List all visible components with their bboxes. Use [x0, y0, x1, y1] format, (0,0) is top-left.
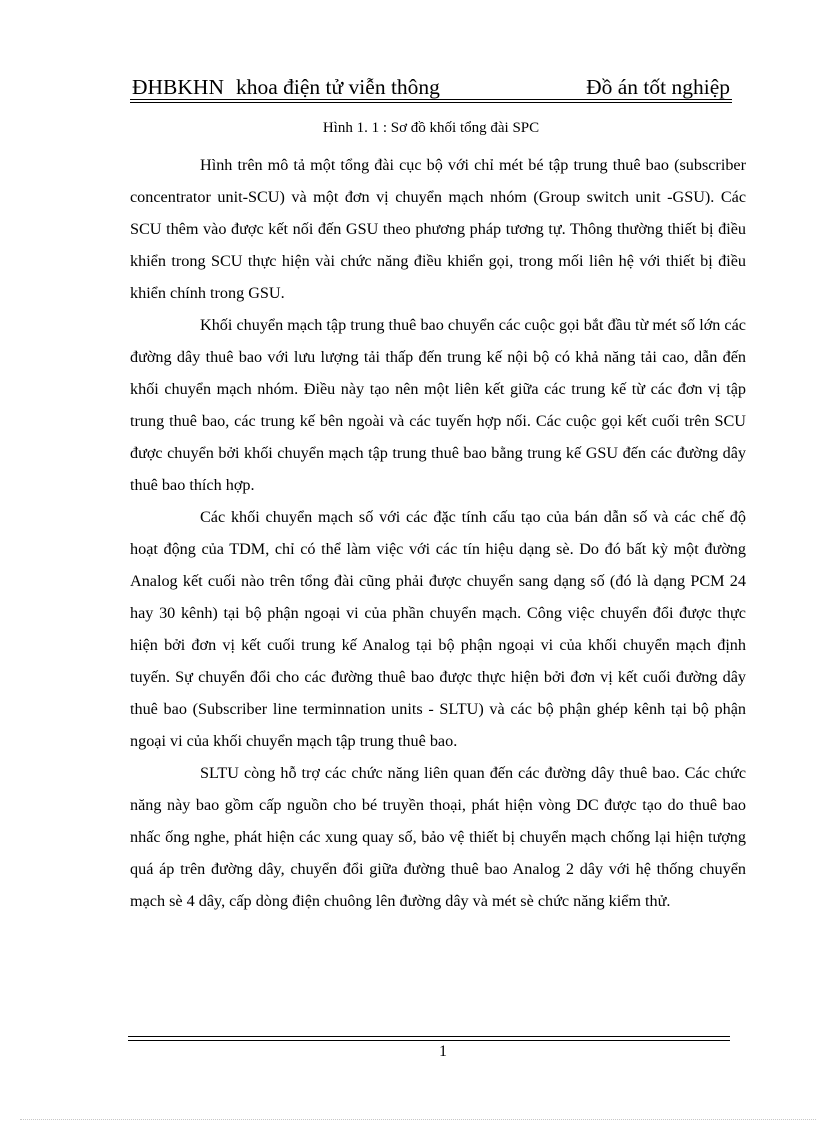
paragraph-4: SLTU còng hỗ trợ các chức năng liên quan đến các đường dây thuê bao. Các chức năng này bao gồm cấp nguồn cho bé truyền thoại, phát hiện vòng DC được tạo do thuê bao nhấc ống nghe, phát hiện các xung quay số, bảo vệ thiết bị chuyển mạch chống lại hiện tượng quá áp trên đường dây, chuyển đổi giữa đường thuê bao Analog 2 dây với hệ thống chuyển mạch sè 4 dây, cấp dòng điện chuông lên đường dây và mét sè chức năng kiểm thử. [130, 764, 746, 910]
header-document-type: Đồ án tốt nghiệp [586, 75, 730, 99]
paragraph-1: Hình trên mô tả một tổng đài cục bộ với chỉ mét bé tập trung thuê bao (subscriber concentrator unit-SCU) và một đơn vị chuyển mạch nhóm (Group switch unit -GSU). Các SCU thêm vào được kết nối đến GSU theo phương pháp tương tự. Thông thường thiết bị điều khiển trong SCU thực hiện vài chức năng điều khiển gọi, trong mối liên hệ với thiết bị điều khiển chính trong GSU. [130, 156, 746, 302]
header-rule-bottom [130, 102, 732, 103]
figure-caption: Hình 1. 1 : Sơ đồ khối tổng đài SPC [322, 120, 540, 136]
paragraph-3: Các khối chuyển mạch số với các đặc tính cấu tạo của bán dẫn số và các chế độ hoạt động của TDM, chỉ có thể làm việc với các tín hiệu dạng sè. Do đó bất kỳ một đường Analog kết cuối nào trên tổng đài cũng phải được chuyển sang dạng số (đó là dạng PCM 24 hay 30 kênh) tại bộ phận ngoại vi của phần chuyển mạch. Công việc chuyển đổi được thực hiện bởi đơn vị kết cuối trung kế Analog tại bộ phận ngoại vi của khối chuyển mạch định tuyến. Sự chuyển đổi cho các đường thuê bao được thực hiện bởi đơn vị kết cuối đường dây thuê bao (Subscriber line terminnation units - SLTU) và các bộ phận ghép kênh tại bộ phận ngoại vi của khối chuyển mạch tập trung thuê bao. [130, 508, 746, 750]
page-header [130, 72, 732, 106]
header-university: ĐHBKHN [132, 75, 224, 99]
paragraph-2: Khối chuyển mạch tập trung thuê bao chuyển các cuộc gọi bắt đầu từ mét số lớn các đường dây thuê bao với lưu lượng tải thấp đến trung kế nội bộ có khả năng tải cao, dẫn đến khối chuyển mạch nhóm. Điều này tạo nên một liên kết giữa các trung kế từ các đơn vị tập trung thuê bao, các trung kế bên ngoài và các tuyến hợp nối. Các cuộc gọi kết cuối trên SCU được chuyển bởi khối chuyển mạch tập trung thuê bao bằng trung kế GSU đến các đường dây thuê bao thích hợp. [130, 316, 746, 494]
page-bottom-border [20, 1119, 816, 1120]
page-number: 1 [439, 1043, 447, 1060]
footer-rule-top [128, 1036, 730, 1037]
header-faculty: khoa điện tử viễn thông [236, 75, 440, 99]
body-text [130, 149, 746, 917]
footer-rule-bottom [128, 1040, 730, 1041]
header-rule-top [130, 99, 732, 100]
